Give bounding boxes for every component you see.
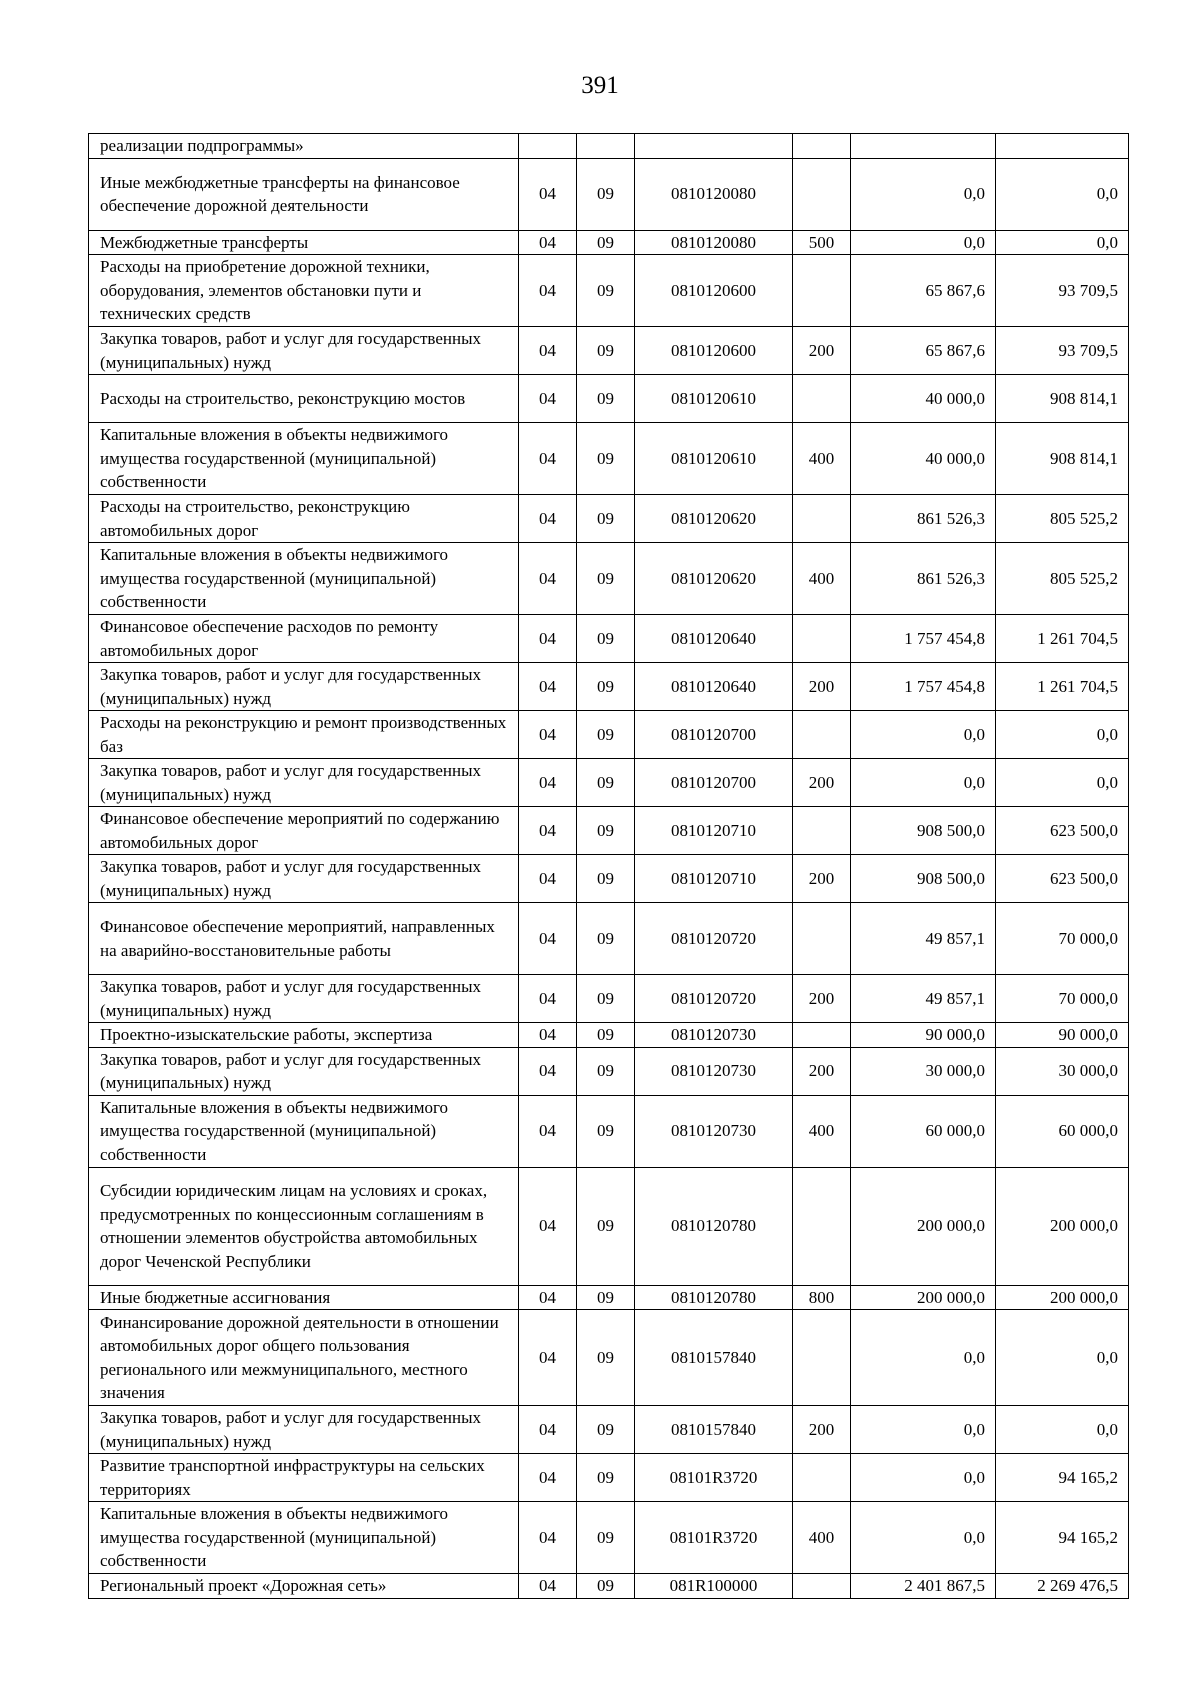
row-target-article: 0810120710 [635, 855, 793, 903]
row-expense-type [793, 255, 851, 327]
row-amount-1: 65 867,6 [851, 327, 996, 375]
row-amount-2: 70 000,0 [996, 975, 1129, 1023]
row-expense-type [793, 615, 851, 663]
row-target-article: 0810120640 [635, 615, 793, 663]
row-target-article: 0810120710 [635, 807, 793, 855]
row-section: 04 [519, 1574, 577, 1599]
row-subsection: 09 [577, 255, 635, 327]
row-target-article: 0810120720 [635, 903, 793, 975]
row-expense-type [793, 375, 851, 423]
row-section: 04 [519, 1502, 577, 1574]
row-amount-2: 94 165,2 [996, 1502, 1129, 1574]
table-row [89, 1406, 1129, 1454]
row-target-article: 0810120720 [635, 975, 793, 1023]
table-row [89, 855, 1129, 903]
row-amount-1: 908 500,0 [851, 855, 996, 903]
row-section: 04 [519, 230, 577, 255]
row-section: 04 [519, 158, 577, 230]
row-amount-1: 0,0 [851, 1310, 996, 1406]
row-target-article: 0810120730 [635, 1095, 793, 1167]
row-amount-1: 40 000,0 [851, 423, 996, 495]
table-row [89, 1454, 1129, 1502]
row-section: 04 [519, 975, 577, 1023]
row-expense-type: 200 [793, 327, 851, 375]
row-amount-1: 908 500,0 [851, 807, 996, 855]
row-expense-type: 400 [793, 423, 851, 495]
row-amount-1: 200 000,0 [851, 1285, 996, 1310]
row-target-article: 0810120640 [635, 663, 793, 711]
table-row [89, 158, 1129, 230]
row-amount-2: 0,0 [996, 711, 1129, 759]
row-subsection: 09 [577, 1310, 635, 1406]
row-amount-1: 90 000,0 [851, 1023, 996, 1048]
row-target-article: 0810120620 [635, 543, 793, 615]
row-subsection: 09 [577, 975, 635, 1023]
row-subsection [577, 134, 635, 159]
row-expense-type: 400 [793, 1502, 851, 1574]
row-subsection: 09 [577, 1454, 635, 1502]
row-name: Закупка товаров, работ и услуг для государственных (муниципальных) нужд [89, 663, 519, 711]
row-amount-2: 30 000,0 [996, 1047, 1129, 1095]
row-target-article: 0810120780 [635, 1285, 793, 1310]
row-target-article: 0810120610 [635, 375, 793, 423]
row-name: Региональный проект «Дорожная сеть» [89, 1574, 519, 1599]
row-name: Проектно-изыскательские работы, экспертиза [89, 1023, 519, 1048]
row-section: 04 [519, 495, 577, 543]
page-number: 391 [581, 72, 619, 99]
row-amount-1: 49 857,1 [851, 903, 996, 975]
row-amount-1: 2 401 867,5 [851, 1574, 996, 1599]
row-expense-type: 200 [793, 855, 851, 903]
table-row [89, 1502, 1129, 1574]
row-amount-2: 908 814,1 [996, 375, 1129, 423]
row-expense-type: 400 [793, 1095, 851, 1167]
table-row [89, 615, 1129, 663]
row-amount-2: 94 165,2 [996, 1454, 1129, 1502]
row-subsection: 09 [577, 495, 635, 543]
row-amount-2: 2 269 476,5 [996, 1574, 1129, 1599]
row-expense-type [793, 807, 851, 855]
row-expense-type: 800 [793, 1285, 851, 1310]
row-amount-1: 0,0 [851, 1406, 996, 1454]
row-expense-type [793, 1574, 851, 1599]
row-name: Расходы на реконструкцию и ремонт производственных баз [89, 711, 519, 759]
row-subsection: 09 [577, 1167, 635, 1285]
row-name: Иные бюджетные ассигнования [89, 1285, 519, 1310]
row-target-article: 0810120080 [635, 158, 793, 230]
table-row [89, 423, 1129, 495]
row-expense-type [793, 1454, 851, 1502]
row-section: 04 [519, 1095, 577, 1167]
row-subsection: 09 [577, 230, 635, 255]
row-name: Закупка товаров, работ и услуг для государственных (муниципальных) нужд [89, 759, 519, 807]
row-amount-2: 200 000,0 [996, 1285, 1129, 1310]
row-target-article: 08101R3720 [635, 1454, 793, 1502]
table-row [89, 1285, 1129, 1310]
row-target-article: 0810120600 [635, 327, 793, 375]
row-subsection: 09 [577, 1502, 635, 1574]
row-name: Закупка товаров, работ и услуг для государственных (муниципальных) нужд [89, 327, 519, 375]
row-name: Капитальные вложения в объекты недвижимого имущества государственной (муниципальной) собственности [89, 543, 519, 615]
row-amount-2: 60 000,0 [996, 1095, 1129, 1167]
row-name: Расходы на приобретение дорожной техники, оборудования, элементов обстановки пути и технических средств [89, 255, 519, 327]
row-target-article: 0810157840 [635, 1310, 793, 1406]
row-section: 04 [519, 1047, 577, 1095]
row-expense-type: 400 [793, 543, 851, 615]
row-amount-2 [996, 134, 1129, 159]
row-subsection: 09 [577, 1574, 635, 1599]
row-subsection: 09 [577, 543, 635, 615]
row-section: 04 [519, 1023, 577, 1048]
row-section: 04 [519, 903, 577, 975]
row-target-article: 0810120730 [635, 1047, 793, 1095]
row-target-article: 0810120610 [635, 423, 793, 495]
table-row [89, 903, 1129, 975]
table-row [89, 759, 1129, 807]
row-section: 04 [519, 855, 577, 903]
row-amount-1: 49 857,1 [851, 975, 996, 1023]
row-amount-1: 861 526,3 [851, 543, 996, 615]
row-name: Закупка товаров, работ и услуг для государственных (муниципальных) нужд [89, 1047, 519, 1095]
table-row [89, 543, 1129, 615]
row-amount-1: 60 000,0 [851, 1095, 996, 1167]
row-subsection: 09 [577, 158, 635, 230]
row-amount-2: 93 709,5 [996, 327, 1129, 375]
row-name: Закупка товаров, работ и услуг для государственных (муниципальных) нужд [89, 855, 519, 903]
row-subsection: 09 [577, 807, 635, 855]
row-target-article: 08101R3720 [635, 1502, 793, 1574]
row-target-article: 0810120700 [635, 711, 793, 759]
row-name: Закупка товаров, работ и услуг для государственных (муниципальных) нужд [89, 1406, 519, 1454]
row-subsection: 09 [577, 759, 635, 807]
row-amount-2: 1 261 704,5 [996, 663, 1129, 711]
row-name: Расходы на строительство, реконструкцию мостов [89, 375, 519, 423]
row-target-article: 0810120730 [635, 1023, 793, 1048]
row-amount-2: 805 525,2 [996, 495, 1129, 543]
row-section: 04 [519, 423, 577, 495]
table-row [89, 1047, 1129, 1095]
row-amount-2: 0,0 [996, 230, 1129, 255]
row-subsection: 09 [577, 1406, 635, 1454]
row-target-article: 0810120780 [635, 1167, 793, 1285]
row-section: 04 [519, 375, 577, 423]
row-amount-2: 93 709,5 [996, 255, 1129, 327]
row-expense-type [793, 1310, 851, 1406]
row-expense-type: 200 [793, 1406, 851, 1454]
row-section: 04 [519, 711, 577, 759]
row-amount-2: 90 000,0 [996, 1023, 1129, 1048]
table-row [89, 375, 1129, 423]
row-amount-1: 65 867,6 [851, 255, 996, 327]
row-expense-type: 500 [793, 230, 851, 255]
table-row [89, 1167, 1129, 1285]
row-amount-2: 1 261 704,5 [996, 615, 1129, 663]
row-subsection: 09 [577, 375, 635, 423]
row-target-article [635, 134, 793, 159]
row-amount-2: 0,0 [996, 759, 1129, 807]
row-subsection: 09 [577, 1095, 635, 1167]
row-amount-2: 0,0 [996, 1406, 1129, 1454]
row-section: 04 [519, 759, 577, 807]
row-name: Закупка товаров, работ и услуг для государственных (муниципальных) нужд [89, 975, 519, 1023]
table-row [89, 975, 1129, 1023]
row-expense-type [793, 1023, 851, 1048]
table-row [89, 807, 1129, 855]
row-amount-1: 40 000,0 [851, 375, 996, 423]
row-amount-2: 623 500,0 [996, 855, 1129, 903]
row-amount-1: 0,0 [851, 230, 996, 255]
row-target-article: 0810120080 [635, 230, 793, 255]
row-amount-1: 0,0 [851, 759, 996, 807]
row-amount-2: 200 000,0 [996, 1167, 1129, 1285]
row-section: 04 [519, 807, 577, 855]
row-amount-1: 0,0 [851, 158, 996, 230]
row-expense-type [793, 134, 851, 159]
row-name: реализации подпрограммы» [89, 134, 519, 159]
budget-table [88, 133, 1129, 1599]
row-section: 04 [519, 1406, 577, 1454]
row-target-article: 0810120600 [635, 255, 793, 327]
row-target-article: 081R100000 [635, 1574, 793, 1599]
table-row [89, 1574, 1129, 1599]
row-section: 04 [519, 327, 577, 375]
row-name: Капитальные вложения в объекты недвижимого имущества государственной (муниципальной) собственности [89, 423, 519, 495]
row-name: Расходы на строительство, реконструкцию автомобильных дорог [89, 495, 519, 543]
row-subsection: 09 [577, 423, 635, 495]
row-target-article: 0810120620 [635, 495, 793, 543]
row-target-article: 0810120700 [635, 759, 793, 807]
table-body [89, 134, 1129, 1599]
row-name: Межбюджетные трансферты [89, 230, 519, 255]
row-amount-1: 861 526,3 [851, 495, 996, 543]
row-expense-type [793, 1167, 851, 1285]
row-section: 04 [519, 663, 577, 711]
table-row [89, 230, 1129, 255]
table-row [89, 711, 1129, 759]
row-amount-1 [851, 134, 996, 159]
row-expense-type [793, 495, 851, 543]
row-subsection: 09 [577, 711, 635, 759]
row-expense-type: 200 [793, 1047, 851, 1095]
row-section: 04 [519, 255, 577, 327]
row-amount-2: 70 000,0 [996, 903, 1129, 975]
row-name: Финансирование дорожной деятельности в отношении автомобильных дорог общего пользования регионального или межмуниципального, местного значения [89, 1310, 519, 1406]
row-subsection: 09 [577, 1285, 635, 1310]
table-row [89, 1023, 1129, 1048]
row-amount-1: 0,0 [851, 1502, 996, 1574]
row-subsection: 09 [577, 903, 635, 975]
row-expense-type: 200 [793, 663, 851, 711]
row-amount-1: 0,0 [851, 711, 996, 759]
row-name: Финансовое обеспечение мероприятий по содержанию автомобильных дорог [89, 807, 519, 855]
row-section [519, 134, 577, 159]
row-target-article: 0810157840 [635, 1406, 793, 1454]
row-subsection: 09 [577, 1023, 635, 1048]
row-expense-type [793, 158, 851, 230]
table-row [89, 1095, 1129, 1167]
table-row [89, 255, 1129, 327]
row-section: 04 [519, 1167, 577, 1285]
row-name: Капитальные вложения в объекты недвижимого имущества государственной (муниципальной) собственности [89, 1502, 519, 1574]
table-row [89, 134, 1129, 159]
row-expense-type [793, 711, 851, 759]
row-amount-2: 0,0 [996, 158, 1129, 230]
row-amount-1: 1 757 454,8 [851, 663, 996, 711]
row-subsection: 09 [577, 615, 635, 663]
row-section: 04 [519, 543, 577, 615]
row-expense-type: 200 [793, 759, 851, 807]
row-amount-1: 1 757 454,8 [851, 615, 996, 663]
row-subsection: 09 [577, 327, 635, 375]
row-section: 04 [519, 1285, 577, 1310]
table-row [89, 663, 1129, 711]
row-subsection: 09 [577, 855, 635, 903]
table-row [89, 1310, 1129, 1406]
row-amount-1: 0,0 [851, 1454, 996, 1502]
row-subsection: 09 [577, 663, 635, 711]
row-name: Субсидии юридическим лицам на условиях и сроках, предусмотренных по концессионным соглашениям в отношении элементов обустройства автомобильных дорог Чеченской Республики [89, 1167, 519, 1285]
row-amount-2: 908 814,1 [996, 423, 1129, 495]
row-name: Финансовое обеспечение мероприятий, направленных на аварийно-восстановительные работы [89, 903, 519, 975]
row-name: Финансовое обеспечение расходов по ремонту автомобильных дорог [89, 615, 519, 663]
row-name: Развитие транспортной инфраструктуры на сельских территориях [89, 1454, 519, 1502]
row-name: Иные межбюджетные трансферты на финансовое обеспечение дорожной деятельности [89, 158, 519, 230]
row-name: Капитальные вложения в объекты недвижимого имущества государственной (муниципальной) собственности [89, 1095, 519, 1167]
table-row [89, 327, 1129, 375]
row-amount-1: 30 000,0 [851, 1047, 996, 1095]
row-amount-1: 200 000,0 [851, 1167, 996, 1285]
row-amount-2: 0,0 [996, 1310, 1129, 1406]
row-subsection: 09 [577, 1047, 635, 1095]
row-section: 04 [519, 1310, 577, 1406]
table-row [89, 495, 1129, 543]
row-expense-type: 200 [793, 975, 851, 1023]
row-section: 04 [519, 615, 577, 663]
row-expense-type [793, 903, 851, 975]
row-section: 04 [519, 1454, 577, 1502]
row-amount-2: 623 500,0 [996, 807, 1129, 855]
row-amount-2: 805 525,2 [996, 543, 1129, 615]
